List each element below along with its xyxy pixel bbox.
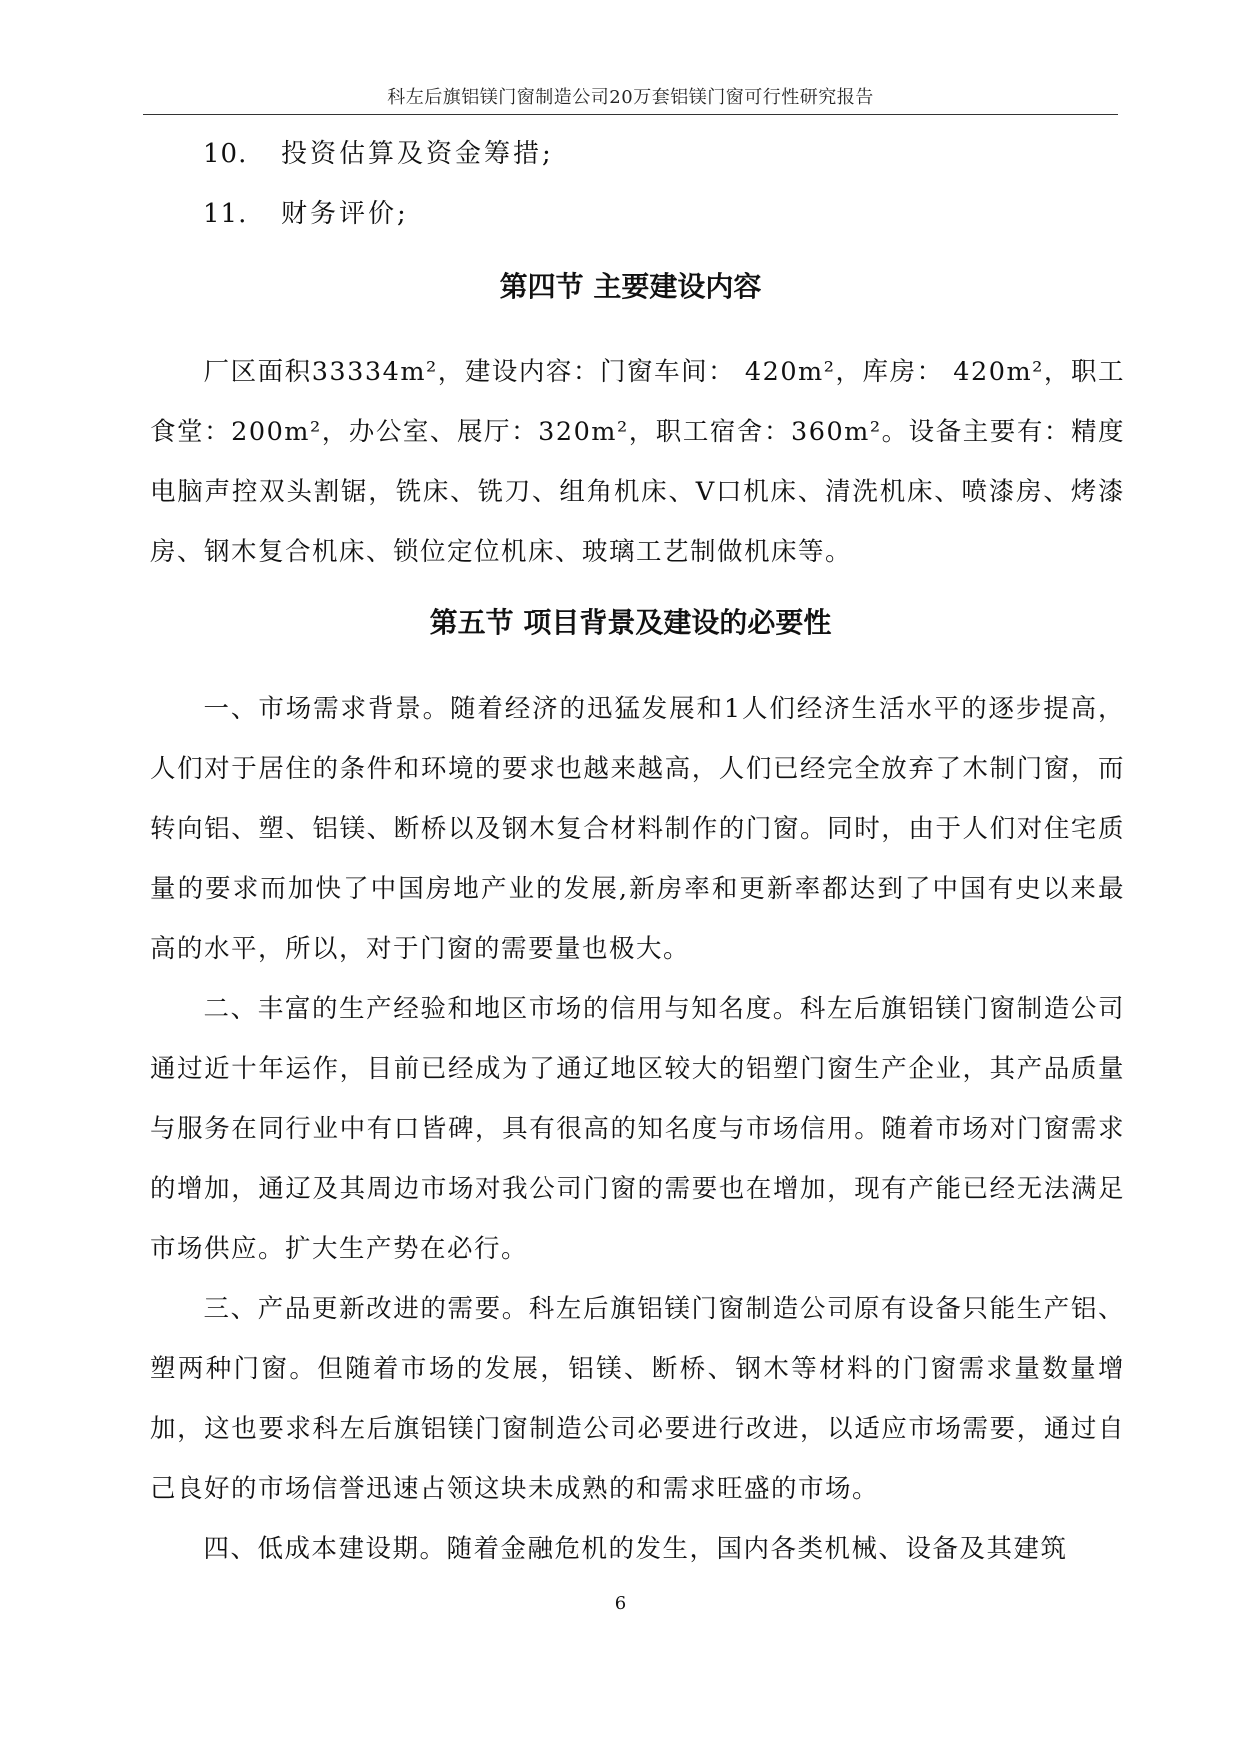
body-paragraph: 厂区面积33334m²，建设内容：门窗车间： 420m²，库房： 420m²，职工食堂：200m²，办公室、展厅：320m²，职工宿舍：360m²。设备主要有：精度电脑声控双头割锯，铣床、铣刀、组角机床、V口机床、清洗机床、喷漆房、烤漆房、钢木复合机床、锁位定位机床、玻璃工艺制做机床等。 <box>150 357 1125 567</box>
section-heading: 第五节 项目背景及建设的必要性 <box>429 606 832 639</box>
header-divider <box>143 114 1118 115</box>
list-item-number: 11. <box>203 199 248 229</box>
body-paragraph: 二、丰富的生产经验和地区市场的信用与知名度。科左后旗铝镁门窗制造公司通过近十年运作，目前已经成为了通辽地区较大的铝塑门窗生产企业，其产品质量与服务在同行业中有口皆碑，具有很高的知名度与市场信用。随着市场对门窗需求的增加，通辽及其周边市场对我公司门窗的需要也在增加，现有产能已经无法满足市场供应。扩大生产势在必行。 <box>150 994 1125 1264</box>
list-item <box>203 132 554 176</box>
page-number: 6 <box>614 1593 627 1614</box>
list-item-number: 10. <box>203 139 248 169</box>
running-header: 科左后旗铝镁门窗制造公司20万套铝镁门窗可行性研究报告 <box>387 87 874 108</box>
list-item <box>203 192 409 236</box>
body-paragraph: 一、市场需求背景。随着经济的迅猛发展和1人们经济生活水平的逐步提高，人们对于居住的条件和环境的要求也越来越高，人们已经完全放弃了木制门窗，而转向铝、塑、铝镁、断桥以及钢木复合材料制作的门窗。同时，由于人们对住宅质量的要求而加快了中国房地产业的发展,新房率和更新率都达到了中国有史以来最高的水平，所以，对于门窗的需要量也极大。 <box>150 694 1125 964</box>
list-item-text: 投资估算及资金筹措; <box>281 139 554 169</box>
body-paragraph: 四、低成本建设期。随着金融危机的发生，国内各类机械、设备及其建筑 <box>203 1534 1068 1564</box>
body-paragraph: 三、产品更新改进的需要。科左后旗铝镁门窗制造公司原有设备只能生产铝、塑两种门窗。但随着市场的发展，铝镁、断桥、钢木等材料的门窗需求量数量增加，这也要求科左后旗铝镁门窗制造公司必要进行改进，以适应市场需要，通过自己良好的市场信誉迅速占领这块未成熟的和需求旺盛的市场。 <box>150 1294 1125 1504</box>
list-item-text: 财务评价; <box>281 199 409 229</box>
section-heading: 第四节 主要建设内容 <box>499 270 762 303</box>
